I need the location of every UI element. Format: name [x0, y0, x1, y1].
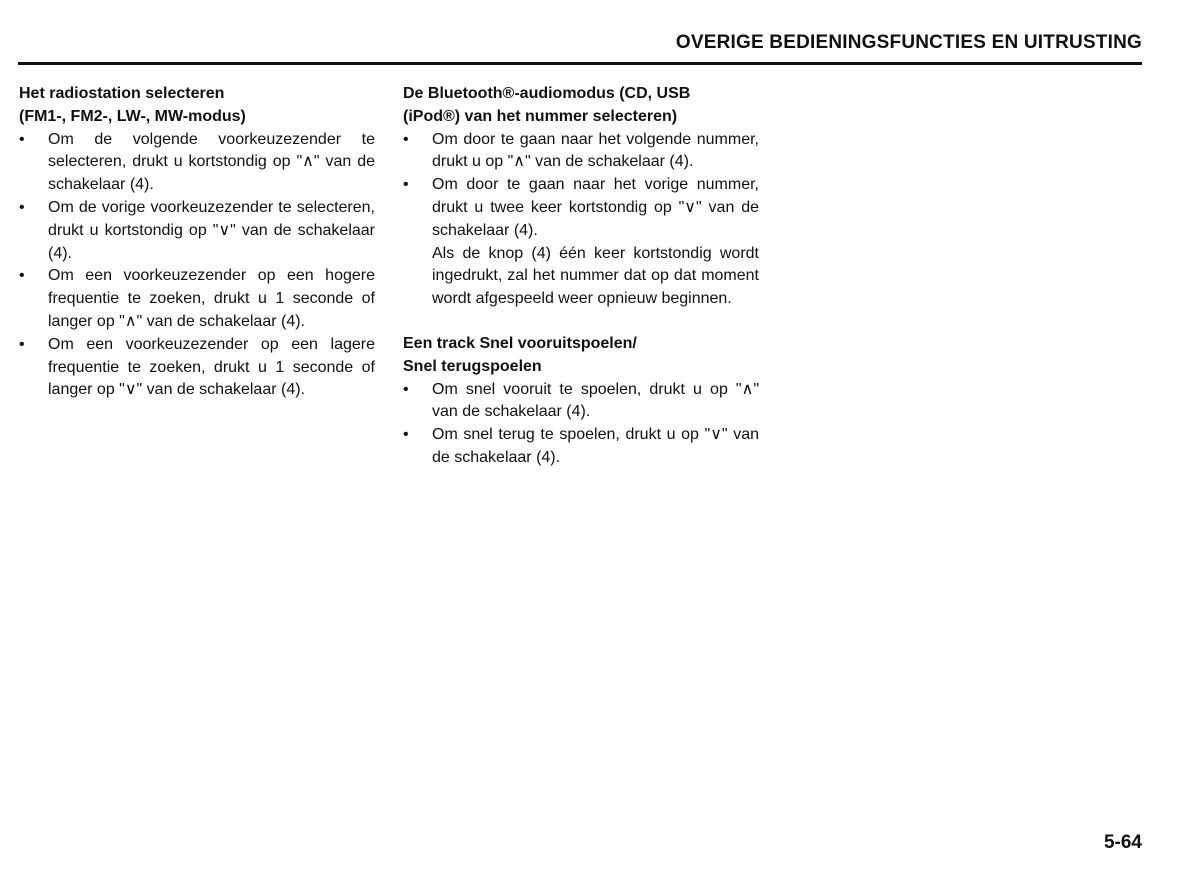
page-header-title: OVERIGE BEDIENINGSFUNCTIES EN UITRUSTING — [675, 32, 1142, 53]
list-item — [403, 129, 759, 175]
list-item — [19, 197, 375, 265]
list-item-text: Om snel vooruit te spoelen, drukt u op "∧" van de schakelaar (4). — [432, 380, 759, 421]
fast-forward-list — [403, 379, 759, 470]
list-item-note: Als de knop (4) één keer kortstondig wordt ingedrukt, zal het nummer dat op dat moment wordt afgespeeld weer opnieuw beginnen. — [432, 244, 759, 308]
list-item-text: Om de volgende voorkeuzezender te selecteren, drukt u kortstondig op "∧" van de schakelaar (4). — [48, 130, 375, 194]
section-heading-fast-forward — [403, 333, 759, 379]
bullet-icon: • — [403, 426, 409, 444]
heading-line: Het radiostation selecteren — [19, 85, 225, 102]
list-item-text: Om een voorkeuzezender op een lagere frequentie te zoeken, drukt u 1 seconde of langer op "∨" van de schakelaar (4). — [48, 335, 375, 399]
left-column — [19, 83, 375, 402]
list-item — [403, 379, 759, 425]
section-spacer — [403, 311, 759, 333]
list-item-text: Om door te gaan naar het volgende nummer, drukt u op "∧" van de schakelaar (4). — [432, 130, 759, 171]
bullet-icon: • — [403, 130, 409, 148]
radio-instructions-list — [19, 129, 375, 403]
bullet-icon: • — [19, 130, 25, 148]
page-number: 5-64 — [1103, 832, 1142, 853]
list-item — [403, 174, 759, 311]
section-heading-bluetooth — [403, 83, 759, 129]
list-item — [19, 265, 375, 333]
track-select-list — [403, 129, 759, 311]
bullet-icon: • — [19, 198, 25, 216]
list-item-text: Om door te gaan naar het vorige nummer, drukt u twee keer kortstondig op "∨" van de schakelaar (4). — [432, 176, 759, 239]
middle-column — [403, 83, 759, 470]
heading-line: Een track Snel vooruitspoelen/ — [403, 334, 637, 352]
heading-line: (FM1-, FM2-, LW-, MW-modus) — [19, 107, 246, 125]
list-item — [403, 424, 759, 470]
list-item — [19, 129, 375, 197]
list-item-text: Om een voorkeuzezender op een hogere frequentie te zoeken, drukt u 1 seconde of langer op "∧" van de schakelaar (4). — [48, 267, 375, 330]
bullet-icon: • — [403, 176, 409, 194]
list-item-text: Om snel terug te spoelen, drukt u op "∨" van de schakelaar (4). — [432, 426, 759, 466]
list-item-text: Om de vorige voorkeuzezender te selecteren, drukt u kortstondig op "∨" van de schakelaar (4). — [48, 198, 375, 262]
heading-line: Snel terugspoelen — [403, 357, 542, 375]
list-item — [19, 334, 375, 402]
bullet-icon: • — [403, 380, 409, 398]
header-divider — [18, 62, 1142, 65]
section-heading-radio — [19, 83, 375, 129]
heading-line: De Bluetooth®-audiomodus (CD, USB — [403, 85, 691, 102]
bullet-icon: • — [19, 335, 25, 353]
heading-line: (iPod®) van het nummer selecteren) — [403, 107, 678, 125]
bullet-icon: • — [19, 267, 25, 285]
